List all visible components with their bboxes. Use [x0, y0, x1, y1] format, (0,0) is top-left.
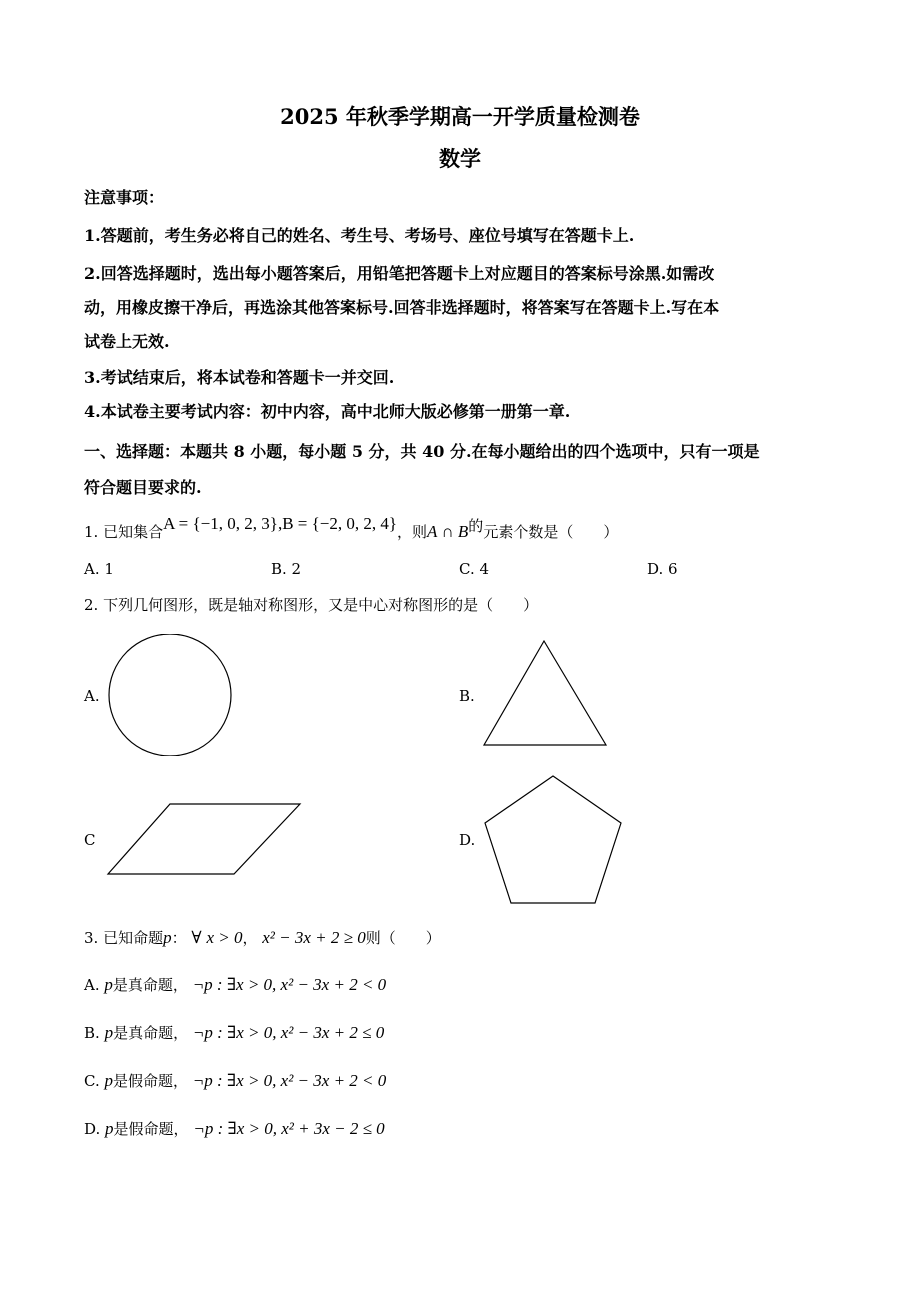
q2-triangle-figure [480, 638, 610, 748]
q3-inequality: x² − 3x + 2 ≥ 0 [262, 928, 366, 947]
question-1-stem [84, 514, 619, 542]
q2-option-d-label: D. [459, 831, 476, 849]
exam-subject: 数学 [439, 146, 481, 171]
q3-option-a-verdict: 是真命题， [112, 976, 188, 994]
pentagon-shape [485, 776, 621, 903]
q1-suffix: 元素个数是（ ） [483, 523, 619, 541]
q3-option-d-label: D. [84, 1120, 101, 1138]
q1-comma: , [277, 514, 283, 533]
q3-option-c [84, 1070, 386, 1091]
q3-option-d [84, 1118, 385, 1139]
q1-set-a: A = {−1, 0, 2, 3} [163, 514, 278, 533]
q1-option-a: A. 1 [84, 560, 114, 578]
parallelogram-shape [108, 804, 300, 874]
section-heading-line1: 一、选择题：本题共 8 小题，每小题 5 分，共 40 分.在每小题给出的四个选项中，只有一项是 [84, 442, 760, 461]
q3-p: p [163, 928, 172, 947]
q1-set-b: B = {−2, 0, 2, 4} [282, 514, 398, 533]
notes-heading: 注意事项： [84, 188, 165, 207]
q2-option-a-label: A. [84, 687, 100, 705]
q3-option-c-negation: ¬p : ∃x > 0, x² − 3x + 2 < 0 [192, 1071, 387, 1090]
q3-option-d-p: p [105, 1119, 114, 1138]
q3-option-c-label: C. [84, 1072, 100, 1090]
note-3: 3.考试结束后，将本试卷和答题卡一并交回. [84, 368, 395, 387]
q3-option-a [84, 974, 386, 995]
q2-option-b-label: B. [459, 687, 475, 705]
q3-forall: ∀ [191, 928, 202, 947]
q3-option-d-verdict: 是假命题， [113, 1120, 189, 1138]
note-2-line3: 试卷上无效. [84, 332, 170, 351]
q3-option-d-negation: ¬p : ∃x > 0, x² + 3x − 2 ≤ 0 [193, 1119, 385, 1138]
q3-option-a-negation: ¬p : ∃x > 0, x² − 3x + 2 < 0 [192, 975, 387, 994]
section-heading-line2: 符合题目要求的. [84, 478, 202, 497]
circle-shape [109, 634, 231, 756]
q2-option-c-label: C [84, 831, 96, 849]
q2-parallelogram-figure [104, 800, 304, 878]
q1-option-b: B. 2 [271, 560, 302, 578]
q3-prefix: 3. 已知命题 [84, 929, 164, 947]
triangle-shape [484, 641, 606, 745]
q3-option-b-label: B. [84, 1024, 100, 1042]
q2-pentagon-figure [482, 773, 626, 907]
q3-option-b [84, 1022, 384, 1043]
q1-prefix: 1. 已知集合 [84, 523, 164, 541]
q3-option-b-p: p [104, 1023, 114, 1042]
q3-option-b-negation: ¬p : ∃x > 0, x² − 3x + 2 ≤ 0 [192, 1023, 385, 1042]
question-2-stem: 2. 下列几何图形，既是轴对称图形，又是中心对称图形的是（ ） [84, 596, 539, 614]
q1-option-c: C. 4 [459, 560, 490, 578]
q3-option-c-verdict: 是假命题， [113, 1072, 189, 1090]
q3-option-a-p: p [104, 975, 113, 994]
q3-option-c-p: p [104, 1071, 113, 1090]
question-3-stem [84, 927, 441, 948]
note-2-line2: 动，用橡皮擦干净后，再选涂其他答案标号.回答非选择题时，将答案写在答题卡上.写在本 [84, 298, 720, 317]
q1-mid: ，则 [397, 523, 428, 541]
note-4: 4.本试卷主要考试内容：初中内容，高中北师大版必修第一册第一章. [84, 402, 571, 421]
q2-circle-figure [104, 634, 236, 756]
q1-option-d: D. 6 [647, 560, 678, 578]
q3-cond: x > 0 [206, 928, 243, 947]
note-2-line1: 2.回答选择题时，选出每小题答案后，用铅笔把答题卡上对应题目的答案标号涂黑.如需改 [84, 264, 715, 283]
note-1: 1.答题前，考生务必将自己的姓名、考生号、考场号、座位号填写在答题卡上. [84, 226, 635, 245]
q3-colon: ： [171, 929, 187, 947]
q3-suffix: 则（ ） [365, 929, 441, 947]
q1-de: 的 [468, 517, 484, 535]
q3-sep: ， [242, 929, 258, 947]
exam-title: 2025 年秋季学期高一开学质量检测卷 [280, 104, 640, 129]
q1-expr: A ∩ B [427, 522, 469, 541]
q3-option-b-verdict: 是真命题， [113, 1024, 189, 1042]
q3-option-a-label: A. [84, 976, 100, 994]
